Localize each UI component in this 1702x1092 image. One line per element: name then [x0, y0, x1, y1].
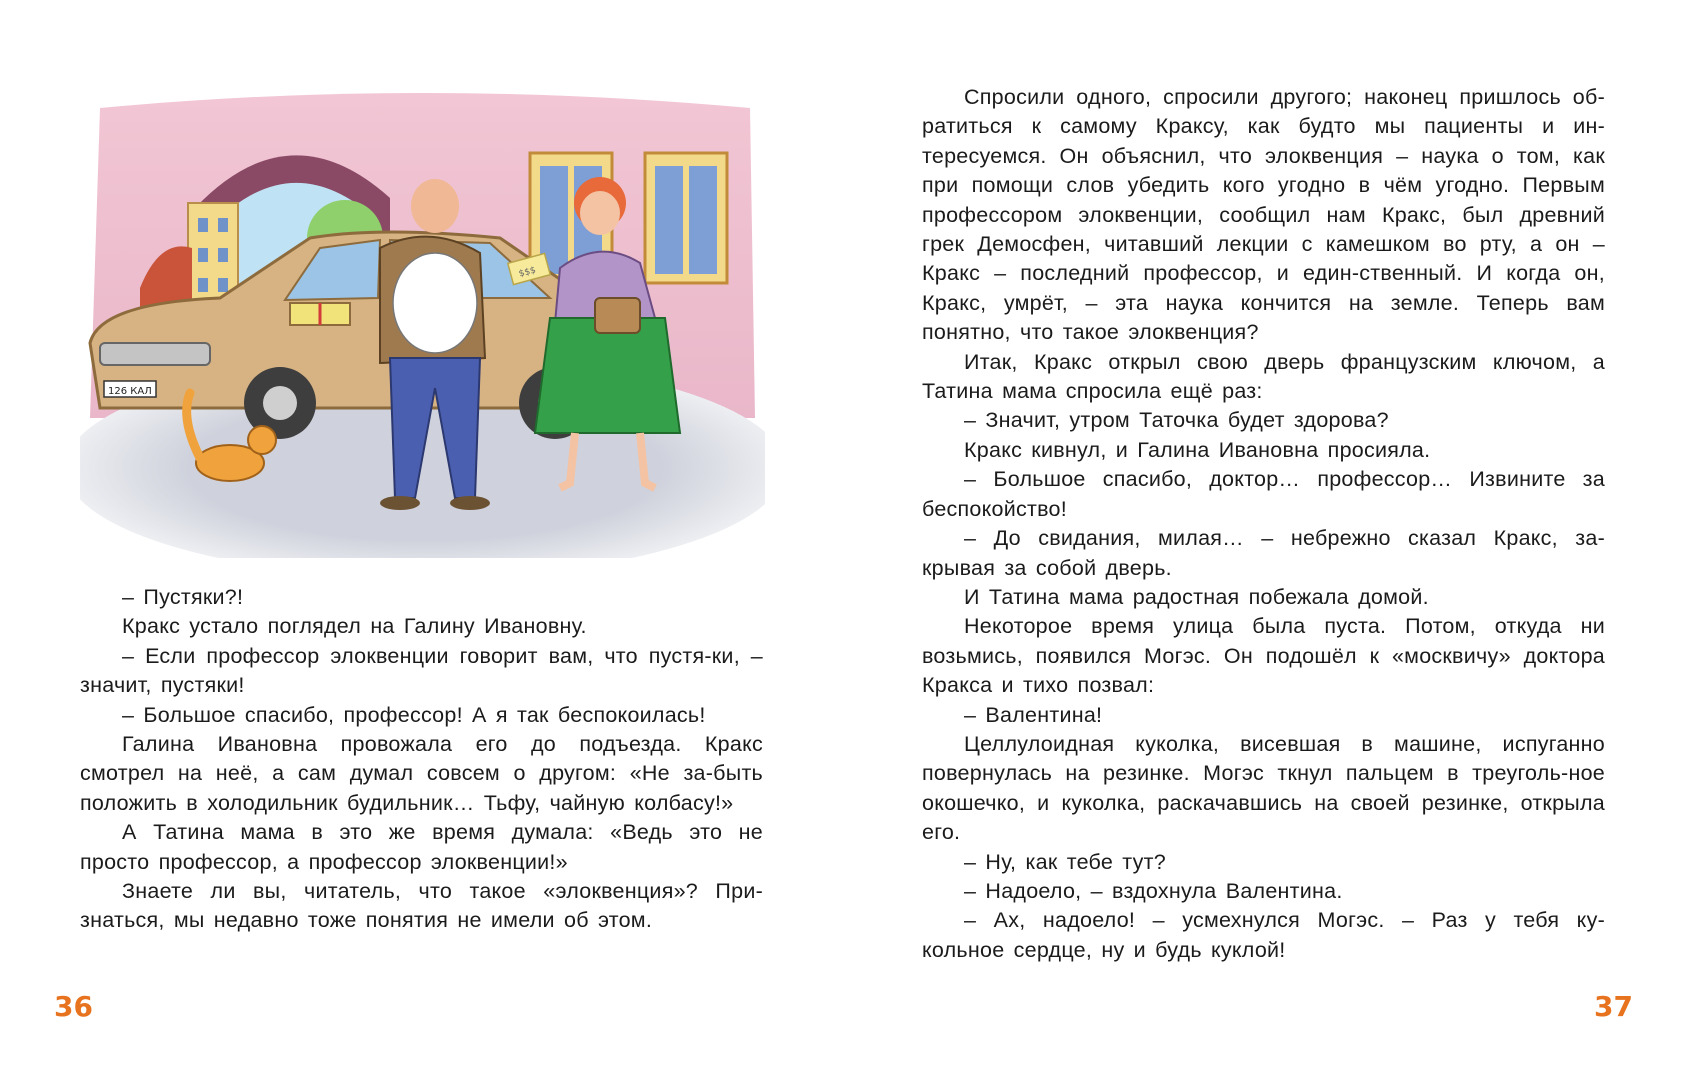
note-text: $$$ — [517, 265, 538, 280]
paragraph: – Большое спасибо, доктор… профессор… Извините за беспокойство! — [922, 467, 1605, 521]
paragraph: Кракс устало поглядел на Галину Ивановну. — [122, 614, 587, 639]
paragraph: – Ах, надоело! – усмехнулся Могэс. – Раз у тебя ку-кольное сердце, ну и будь куклой! — [922, 908, 1605, 962]
license-plate-text: 126 КАЛ — [108, 386, 152, 397]
paragraph: А Татина мама в это же время думала: «Ведь это не просто профессор, а профессор элоквенции!» — [80, 820, 763, 874]
page-number-right: 37 — [1594, 990, 1633, 1023]
right-page-text — [922, 83, 1605, 965]
paragraph: Кракс кивнул, и Галина Ивановна просияла. — [964, 437, 1431, 462]
paragraph: И Татина мама радостная побежала домой. — [964, 584, 1429, 609]
paragraph: Знаете ли вы, читатель, что такое «элоквенция»? При-знаться, мы недавно тоже понятия не имели об этом. — [80, 879, 763, 933]
left-page-text — [80, 583, 763, 936]
paragraph: – До свидания, милая… – небрежно сказал Кракс, за-крывая за собой дверь. — [922, 526, 1605, 580]
paragraph: Некоторое время улица была пуста. Потом, откуда ни возьмись, появился Могэс. Он подошёл к «москвичу» доктора Кракса и тихо позвал: — [922, 614, 1605, 698]
paragraph: Галина Ивановна провожала его до подъезда. Кракс смотрел на неё, а сам думал совсем о другом: «Не за-быть положить в холодильник будильник… Тьфу, чайную колбасу!» — [80, 732, 763, 815]
paragraph: – Ну, как тебе тут? — [964, 849, 1166, 874]
page-number-left: 36 — [54, 990, 93, 1023]
paragraph: Спросили одного, спросили другого; наконец пришлось об-ратиться к самому Краксу, как будто мы пациенты и ин-тересуемся. Он объяснил, что элоквенция – наука о том, как при помощи слов убедить кого угодно в чём угодно. Первым профессором элоквенции, сообщил нам Кракс, был древний грек Демосфен, читавший лекции с камешком во рту, а он – Кракс – последний профессор, и един-ственный. И когда он, Кракс, умрёт, – эта наука кончится на земле. Теперь вам понятно, что такое элоквенция? — [922, 85, 1605, 345]
paragraph: – Надоело, – вздохнула Валентина. — [964, 878, 1343, 903]
paragraph: Целлулоидная куколка, висевшая в машине, испуганно повернулась на резинке. Могэс ткнул пальцем в треуголь-ное окошечко, и куколка, раскачавшись на своей резинке, открыла его. — [922, 731, 1605, 845]
paragraph: – Значит, утром Таточка будет здорова? — [964, 408, 1389, 433]
illustration-street-scene — [80, 88, 765, 558]
paragraph: Итак, Кракс открыл свою дверь французским ключом, а Татина мама спросила ещё раз: — [922, 349, 1605, 404]
paragraph: – Валентина! — [964, 702, 1103, 727]
paragraph: – Пустяки?! — [122, 585, 244, 609]
paragraph: – Если профессор элоквенции говорит вам, что пустя-ки, – значит, пустяки! — [80, 643, 763, 698]
paragraph: – Большое спасибо, профессор! А я так беспокоилась! — [122, 702, 706, 727]
